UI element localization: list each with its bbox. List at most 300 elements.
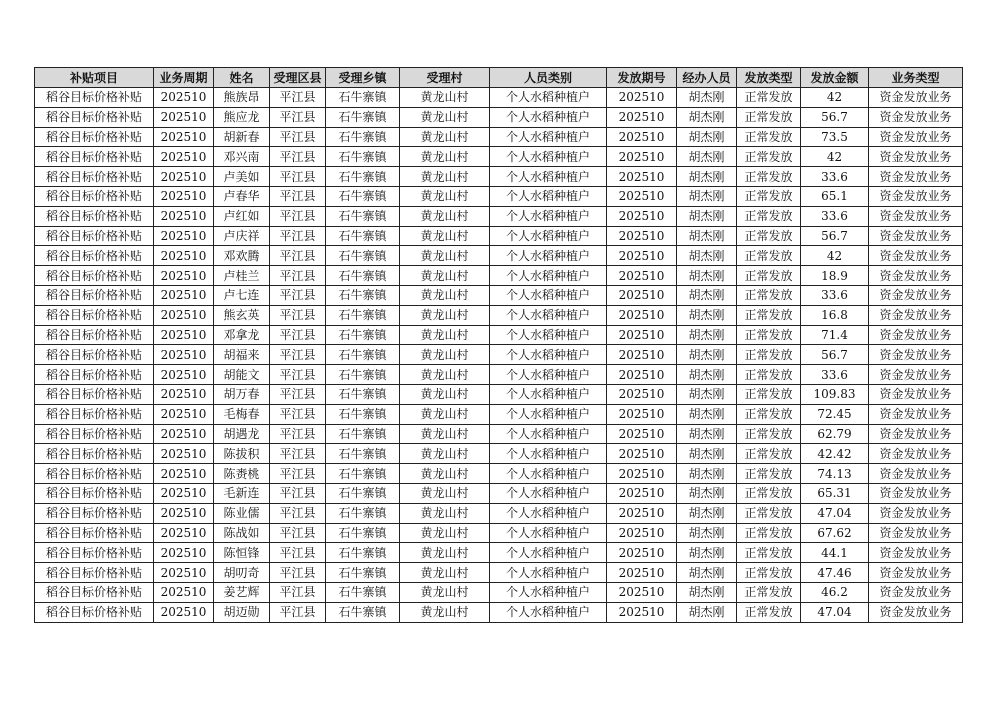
table-cell: 202510 [607, 107, 677, 127]
table-cell: 平江县 [270, 147, 326, 167]
table-cell: 44.1 [801, 543, 869, 563]
table-cell: 74.13 [801, 464, 869, 484]
table-cell: 个人水稻种植户 [490, 266, 607, 286]
table-cell: 47.04 [801, 602, 869, 622]
table-cell: 202510 [607, 483, 677, 503]
table-cell: 石牛寨镇 [326, 384, 400, 404]
table-cell: 平江县 [270, 483, 326, 503]
table-cell: 胡迈勋 [214, 602, 270, 622]
table-cell: 胡杰刚 [677, 167, 737, 187]
table-cell: 毛新连 [214, 483, 270, 503]
table-cell: 正常发放 [737, 424, 801, 444]
table-cell: 胡万春 [214, 384, 270, 404]
table-cell: 稻谷目标价格补贴 [35, 345, 154, 365]
table-cell: 黄龙山村 [400, 523, 490, 543]
table-cell: 黄龙山村 [400, 266, 490, 286]
table-row [35, 503, 963, 523]
table-cell: 202510 [154, 384, 214, 404]
table-cell: 71.4 [801, 325, 869, 345]
table-cell: 石牛寨镇 [326, 305, 400, 325]
table-cell: 202510 [607, 266, 677, 286]
table-cell: 47.46 [801, 563, 869, 583]
table-cell: 正常发放 [737, 186, 801, 206]
table-cell: 202510 [607, 147, 677, 167]
table-cell: 黄龙山村 [400, 365, 490, 385]
table-cell: 平江县 [270, 167, 326, 187]
table-cell: 平江县 [270, 88, 326, 108]
table-cell: 稻谷目标价格补贴 [35, 404, 154, 424]
table-cell: 202510 [607, 384, 677, 404]
table-cell: 石牛寨镇 [326, 424, 400, 444]
table-cell: 资金发放业务 [869, 186, 963, 206]
table-cell: 平江县 [270, 523, 326, 543]
table-cell: 平江县 [270, 266, 326, 286]
table-cell: 稻谷目标价格补贴 [35, 127, 154, 147]
table-cell: 胡遇龙 [214, 424, 270, 444]
table-cell: 资金发放业务 [869, 107, 963, 127]
table-cell: 资金发放业务 [869, 88, 963, 108]
table-cell: 石牛寨镇 [326, 444, 400, 464]
table-cell: 42 [801, 147, 869, 167]
table-cell: 胡杰刚 [677, 404, 737, 424]
table-cell: 石牛寨镇 [326, 88, 400, 108]
table-cell: 正常发放 [737, 365, 801, 385]
table-cell: 邓兴南 [214, 147, 270, 167]
table-cell: 正常发放 [737, 88, 801, 108]
table-cell: 卢春华 [214, 186, 270, 206]
table-cell: 33.6 [801, 206, 869, 226]
table-cell: 33.6 [801, 167, 869, 187]
table-cell: 个人水稻种植户 [490, 127, 607, 147]
table-cell: 黄龙山村 [400, 543, 490, 563]
table-cell: 202510 [607, 582, 677, 602]
table-cell: 黄龙山村 [400, 147, 490, 167]
column-header: 补贴项目 [35, 68, 154, 88]
table-row [35, 444, 963, 464]
table-cell: 资金发放业务 [869, 325, 963, 345]
table-cell: 个人水稻种植户 [490, 523, 607, 543]
table-cell: 202510 [154, 266, 214, 286]
column-header: 受理村 [400, 68, 490, 88]
table-cell: 202510 [607, 345, 677, 365]
table-cell: 202510 [607, 127, 677, 147]
table-cell: 胡杰刚 [677, 483, 737, 503]
table-cell: 稻谷目标价格补贴 [35, 464, 154, 484]
table-cell: 稻谷目标价格补贴 [35, 167, 154, 187]
table-cell: 邓拿龙 [214, 325, 270, 345]
table-cell: 黄龙山村 [400, 464, 490, 484]
table-cell: 平江县 [270, 325, 326, 345]
table-cell: 陈拔积 [214, 444, 270, 464]
subsidy-table [34, 67, 963, 623]
table-cell: 黄龙山村 [400, 305, 490, 325]
table-cell: 资金发放业务 [869, 147, 963, 167]
table-cell: 资金发放业务 [869, 444, 963, 464]
table-cell: 202510 [607, 305, 677, 325]
table-cell: 稻谷目标价格补贴 [35, 226, 154, 246]
table-cell: 正常发放 [737, 483, 801, 503]
table-cell: 邓欢腾 [214, 246, 270, 266]
table-cell: 胡杰刚 [677, 325, 737, 345]
column-header: 发放金额 [801, 68, 869, 88]
table-cell: 稻谷目标价格补贴 [35, 305, 154, 325]
table-cell: 正常发放 [737, 503, 801, 523]
table-cell: 平江县 [270, 563, 326, 583]
table-cell: 个人水稻种植户 [490, 365, 607, 385]
table-cell: 资金发放业务 [869, 345, 963, 365]
table-cell: 石牛寨镇 [326, 503, 400, 523]
table-cell: 黄龙山村 [400, 384, 490, 404]
table-cell: 202510 [154, 167, 214, 187]
table-cell: 202510 [154, 483, 214, 503]
table-cell: 202510 [607, 503, 677, 523]
table-cell: 个人水稻种植户 [490, 464, 607, 484]
table-cell: 石牛寨镇 [326, 563, 400, 583]
table-cell: 胡杰刚 [677, 206, 737, 226]
table-cell: 黄龙山村 [400, 345, 490, 365]
table-row [35, 563, 963, 583]
table-cell: 胡杰刚 [677, 503, 737, 523]
table-cell: 202510 [607, 464, 677, 484]
table-cell: 个人水稻种植户 [490, 404, 607, 424]
table-cell: 石牛寨镇 [326, 186, 400, 206]
table-cell: 卢红如 [214, 206, 270, 226]
table-cell: 胡杰刚 [677, 285, 737, 305]
table-cell: 56.7 [801, 107, 869, 127]
table-cell: 56.7 [801, 345, 869, 365]
table-cell: 稻谷目标价格补贴 [35, 186, 154, 206]
table-cell: 资金发放业务 [869, 127, 963, 147]
table-cell: 稻谷目标价格补贴 [35, 246, 154, 266]
table-cell: 202510 [154, 305, 214, 325]
table-cell: 202510 [607, 325, 677, 345]
table-cell: 正常发放 [737, 246, 801, 266]
table-cell: 平江县 [270, 602, 326, 622]
table-cell: 正常发放 [737, 543, 801, 563]
table-row [35, 325, 963, 345]
table-cell: 资金发放业务 [869, 384, 963, 404]
table-row [35, 186, 963, 206]
table-cell: 47.04 [801, 503, 869, 523]
table-cell: 个人水稻种植户 [490, 483, 607, 503]
table-cell: 胡杰刚 [677, 543, 737, 563]
table-cell: 62.79 [801, 424, 869, 444]
table-cell: 16.8 [801, 305, 869, 325]
table-cell: 胡杰刚 [677, 464, 737, 484]
table-cell: 稻谷目标价格补贴 [35, 543, 154, 563]
table-cell: 正常发放 [737, 206, 801, 226]
table-cell: 石牛寨镇 [326, 464, 400, 484]
table-cell: 胡叨奇 [214, 563, 270, 583]
table-row [35, 266, 963, 286]
table-cell: 石牛寨镇 [326, 543, 400, 563]
table-cell: 202510 [154, 365, 214, 385]
table-cell: 熊族昂 [214, 88, 270, 108]
table-cell: 正常发放 [737, 325, 801, 345]
table-cell: 个人水稻种植户 [490, 543, 607, 563]
table-cell: 73.5 [801, 127, 869, 147]
table-cell: 202510 [154, 206, 214, 226]
table-cell: 石牛寨镇 [326, 523, 400, 543]
table-cell: 胡杰刚 [677, 582, 737, 602]
table-row [35, 305, 963, 325]
table-cell: 202510 [154, 285, 214, 305]
table-cell: 石牛寨镇 [326, 345, 400, 365]
table-cell: 202510 [607, 285, 677, 305]
table-cell: 202510 [154, 404, 214, 424]
table-cell: 正常发放 [737, 266, 801, 286]
table-cell: 胡杰刚 [677, 345, 737, 365]
table-cell: 平江县 [270, 384, 326, 404]
table-cell: 202510 [607, 226, 677, 246]
table-cell: 平江县 [270, 503, 326, 523]
header-row [35, 68, 963, 88]
table-cell: 卢庆祥 [214, 226, 270, 246]
table-cell: 稻谷目标价格补贴 [35, 88, 154, 108]
table-cell: 46.2 [801, 582, 869, 602]
table-cell: 黄龙山村 [400, 88, 490, 108]
table-cell: 稻谷目标价格补贴 [35, 563, 154, 583]
table-cell: 石牛寨镇 [326, 365, 400, 385]
table-cell: 陈业儒 [214, 503, 270, 523]
table-cell: 平江县 [270, 305, 326, 325]
table-cell: 黄龙山村 [400, 563, 490, 583]
table-cell: 平江县 [270, 206, 326, 226]
table-cell: 202510 [154, 88, 214, 108]
table-cell: 石牛寨镇 [326, 107, 400, 127]
table-cell: 平江县 [270, 226, 326, 246]
table-cell: 正常发放 [737, 127, 801, 147]
table-body [35, 88, 963, 623]
table-cell: 个人水稻种植户 [490, 186, 607, 206]
table-cell: 202510 [607, 88, 677, 108]
table-row [35, 523, 963, 543]
table-cell: 202510 [154, 444, 214, 464]
table-cell: 个人水稻种植户 [490, 563, 607, 583]
table-cell: 资金发放业务 [869, 404, 963, 424]
table-cell: 个人水稻种植户 [490, 384, 607, 404]
table-cell: 202510 [607, 246, 677, 266]
table-cell: 正常发放 [737, 444, 801, 464]
table-cell: 202510 [607, 404, 677, 424]
table-cell: 稻谷目标价格补贴 [35, 523, 154, 543]
table-cell: 资金发放业务 [869, 424, 963, 444]
column-header: 业务类型 [869, 68, 963, 88]
table-cell: 正常发放 [737, 582, 801, 602]
column-header: 发放期号 [607, 68, 677, 88]
table-cell: 胡杰刚 [677, 127, 737, 147]
table-cell: 石牛寨镇 [326, 483, 400, 503]
table-cell: 稻谷目标价格补贴 [35, 582, 154, 602]
table-cell: 黄龙山村 [400, 582, 490, 602]
table-cell: 109.83 [801, 384, 869, 404]
table-cell: 个人水稻种植户 [490, 325, 607, 345]
table-cell: 202510 [154, 246, 214, 266]
column-header: 受理区县 [270, 68, 326, 88]
table-cell: 卢七连 [214, 285, 270, 305]
table-cell: 正常发放 [737, 384, 801, 404]
table-row [35, 543, 963, 563]
table-row [35, 167, 963, 187]
table-cell: 熊应龙 [214, 107, 270, 127]
table-cell: 黄龙山村 [400, 107, 490, 127]
table-cell: 稻谷目标价格补贴 [35, 266, 154, 286]
table-cell: 平江县 [270, 365, 326, 385]
table-cell: 正常发放 [737, 345, 801, 365]
table-cell: 72.45 [801, 404, 869, 424]
table-cell: 资金发放业务 [869, 503, 963, 523]
table-row [35, 602, 963, 622]
table-cell: 个人水稻种植户 [490, 582, 607, 602]
table-cell: 202510 [154, 147, 214, 167]
table-cell: 202510 [154, 226, 214, 246]
table-cell: 石牛寨镇 [326, 582, 400, 602]
table-cell: 石牛寨镇 [326, 602, 400, 622]
table-cell: 胡杰刚 [677, 602, 737, 622]
table-cell: 胡杰刚 [677, 107, 737, 127]
table-cell: 正常发放 [737, 404, 801, 424]
table-cell: 202510 [154, 186, 214, 206]
table-cell: 资金发放业务 [869, 582, 963, 602]
table-cell: 黄龙山村 [400, 602, 490, 622]
table-cell: 65.31 [801, 483, 869, 503]
table-cell: 个人水稻种植户 [490, 444, 607, 464]
table-cell: 黄龙山村 [400, 285, 490, 305]
table-cell: 资金发放业务 [869, 602, 963, 622]
table-cell: 平江县 [270, 285, 326, 305]
table-cell: 202510 [154, 345, 214, 365]
table-cell: 个人水稻种植户 [490, 167, 607, 187]
table-cell: 正常发放 [737, 107, 801, 127]
table-cell: 个人水稻种植户 [490, 305, 607, 325]
table-cell: 胡杰刚 [677, 444, 737, 464]
table-cell: 稻谷目标价格补贴 [35, 503, 154, 523]
table-cell: 稻谷目标价格补贴 [35, 483, 154, 503]
table-cell: 陈战如 [214, 523, 270, 543]
table-cell: 石牛寨镇 [326, 226, 400, 246]
table-cell: 胡杰刚 [677, 186, 737, 206]
table-cell: 202510 [154, 563, 214, 583]
table-cell: 平江县 [270, 543, 326, 563]
table-row [35, 345, 963, 365]
table-cell: 平江县 [270, 345, 326, 365]
table-row [35, 127, 963, 147]
table-cell: 胡杰刚 [677, 365, 737, 385]
table-cell: 稻谷目标价格补贴 [35, 365, 154, 385]
table-cell: 胡杰刚 [677, 226, 737, 246]
table-cell: 202510 [154, 424, 214, 444]
table-cell: 正常发放 [737, 523, 801, 543]
table-cell: 黄龙山村 [400, 226, 490, 246]
table-cell: 202510 [154, 543, 214, 563]
table-cell: 正常发放 [737, 563, 801, 583]
table-cell: 正常发放 [737, 285, 801, 305]
table-cell: 陈赉桃 [214, 464, 270, 484]
table-cell: 石牛寨镇 [326, 266, 400, 286]
table-cell: 胡杰刚 [677, 563, 737, 583]
table-cell: 卢桂兰 [214, 266, 270, 286]
table-cell: 稻谷目标价格补贴 [35, 325, 154, 345]
table-cell: 平江县 [270, 186, 326, 206]
column-header: 业务周期 [154, 68, 214, 88]
table-cell: 资金发放业务 [869, 365, 963, 385]
table-row [35, 107, 963, 127]
table-cell: 正常发放 [737, 226, 801, 246]
table-cell: 个人水稻种植户 [490, 602, 607, 622]
table-cell: 胡杰刚 [677, 266, 737, 286]
table-cell: 石牛寨镇 [326, 167, 400, 187]
table-row [35, 147, 963, 167]
table-cell: 石牛寨镇 [326, 246, 400, 266]
table-cell: 资金发放业务 [869, 523, 963, 543]
table-cell: 稻谷目标价格补贴 [35, 444, 154, 464]
table-cell: 石牛寨镇 [326, 285, 400, 305]
table-cell: 资金发放业务 [869, 167, 963, 187]
table-cell: 胡新春 [214, 127, 270, 147]
table-cell: 黄龙山村 [400, 424, 490, 444]
table-row [35, 384, 963, 404]
table-cell: 稻谷目标价格补贴 [35, 384, 154, 404]
table-cell: 胡杰刚 [677, 523, 737, 543]
column-header: 发放类型 [737, 68, 801, 88]
table-cell: 资金发放业务 [869, 246, 963, 266]
table-cell: 个人水稻种植户 [490, 147, 607, 167]
table-cell: 黄龙山村 [400, 127, 490, 147]
table-row [35, 246, 963, 266]
table-cell: 平江县 [270, 582, 326, 602]
table-cell: 黄龙山村 [400, 404, 490, 424]
table-row [35, 226, 963, 246]
table-row [35, 206, 963, 226]
column-header: 姓名 [214, 68, 270, 88]
table-cell: 稻谷目标价格补贴 [35, 147, 154, 167]
table-cell: 202510 [154, 582, 214, 602]
table-cell: 平江县 [270, 107, 326, 127]
table-cell: 202510 [607, 563, 677, 583]
table-cell: 202510 [154, 127, 214, 147]
table-cell: 胡杰刚 [677, 384, 737, 404]
table-cell: 33.6 [801, 365, 869, 385]
table-cell: 毛梅春 [214, 404, 270, 424]
table-cell: 202510 [607, 167, 677, 187]
table-cell: 平江县 [270, 444, 326, 464]
table-cell: 资金发放业务 [869, 563, 963, 583]
table-cell: 202510 [154, 464, 214, 484]
table-cell: 平江县 [270, 464, 326, 484]
table-cell: 黄龙山村 [400, 206, 490, 226]
table-cell: 黄龙山村 [400, 503, 490, 523]
column-header: 经办人员 [677, 68, 737, 88]
table-cell: 石牛寨镇 [326, 404, 400, 424]
table-cell: 胡杰刚 [677, 305, 737, 325]
table-row [35, 582, 963, 602]
table-cell: 稻谷目标价格补贴 [35, 602, 154, 622]
table-cell: 202510 [607, 424, 677, 444]
table-cell: 石牛寨镇 [326, 325, 400, 345]
table-cell: 黄龙山村 [400, 246, 490, 266]
table-cell: 正常发放 [737, 464, 801, 484]
table-cell: 202510 [154, 107, 214, 127]
table-cell: 黄龙山村 [400, 444, 490, 464]
table-cell: 资金发放业务 [869, 543, 963, 563]
table-cell: 202510 [607, 543, 677, 563]
table-cell: 202510 [154, 503, 214, 523]
table-cell: 黄龙山村 [400, 186, 490, 206]
table-cell: 资金发放业务 [869, 226, 963, 246]
column-header: 受理乡镇 [326, 68, 400, 88]
table-cell: 个人水稻种植户 [490, 503, 607, 523]
table-cell: 个人水稻种植户 [490, 226, 607, 246]
